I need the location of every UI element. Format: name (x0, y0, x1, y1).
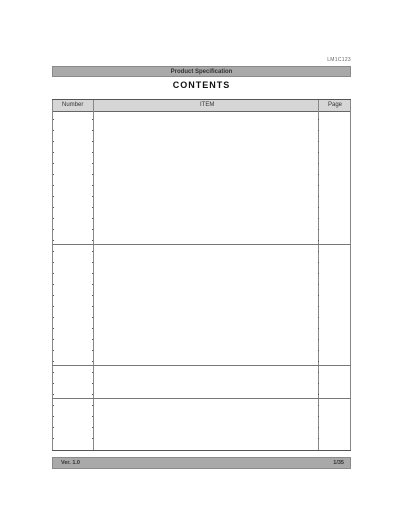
column-header-item: ITEM (200, 102, 215, 108)
row-marker (53, 438, 54, 439)
row-marker (92, 141, 93, 142)
row-marker (53, 295, 54, 296)
toc-header-row (52, 100, 351, 112)
row-marker (53, 141, 54, 142)
table-row (52, 179, 351, 189)
table-row (52, 289, 351, 299)
table-row (52, 410, 351, 420)
table-row (52, 190, 351, 200)
row-marker (92, 229, 93, 230)
row-marker (92, 361, 93, 362)
row-marker (318, 119, 319, 120)
table-row (52, 234, 351, 244)
row-marker (318, 185, 319, 186)
row-marker (92, 405, 93, 406)
row-marker (53, 185, 54, 186)
section-divider (52, 398, 351, 399)
row-marker (318, 306, 319, 307)
toc-table (52, 99, 351, 451)
row-marker (318, 174, 319, 175)
row-marker (53, 383, 54, 384)
table-row (52, 355, 351, 365)
row-marker (53, 218, 54, 219)
row-marker (318, 207, 319, 208)
row-marker (92, 174, 93, 175)
row-marker (318, 284, 319, 285)
row-marker (53, 339, 54, 340)
spec-title: Product Specification (170, 69, 233, 75)
row-marker (318, 262, 319, 263)
table-row (52, 344, 351, 354)
table-row (52, 421, 351, 431)
row-marker (92, 383, 93, 384)
row-marker (92, 130, 93, 131)
row-marker (318, 416, 319, 417)
table-row (52, 256, 351, 266)
row-marker (318, 328, 319, 329)
row-marker (53, 350, 54, 351)
table-row (52, 432, 351, 442)
row-marker (92, 339, 93, 340)
table-row (52, 124, 351, 134)
table-row (52, 135, 351, 145)
row-marker (53, 240, 54, 241)
table-row (52, 311, 351, 321)
row-marker (318, 130, 319, 131)
row-marker (92, 317, 93, 318)
row-marker (92, 438, 93, 439)
table-row (52, 201, 351, 211)
table-row (52, 168, 351, 178)
row-marker (92, 372, 93, 373)
row-marker (318, 273, 319, 274)
row-marker (92, 152, 93, 153)
table-row (52, 223, 351, 233)
row-marker (92, 185, 93, 186)
spec-header-bar (52, 66, 351, 77)
row-marker (53, 130, 54, 131)
row-marker (92, 350, 93, 351)
row-marker (92, 284, 93, 285)
row-marker (53, 119, 54, 120)
table-row (52, 245, 351, 255)
row-marker (318, 361, 319, 362)
row-marker (53, 163, 54, 164)
row-marker (318, 141, 319, 142)
row-marker (53, 416, 54, 417)
table-row (52, 366, 351, 376)
row-marker (53, 372, 54, 373)
row-marker (53, 152, 54, 153)
row-marker (53, 361, 54, 362)
footer-version: Ver. 1.0 (61, 460, 80, 466)
row-marker (318, 383, 319, 384)
row-marker (53, 262, 54, 263)
row-marker (318, 394, 319, 395)
table-row (52, 322, 351, 332)
table-row (52, 388, 351, 398)
row-marker (92, 262, 93, 263)
row-marker (92, 196, 93, 197)
row-marker (92, 218, 93, 219)
column-header-number: Number (62, 102, 84, 108)
table-row (52, 399, 351, 409)
row-marker (53, 273, 54, 274)
row-marker (53, 405, 54, 406)
row-marker (92, 295, 93, 296)
row-marker (53, 196, 54, 197)
row-marker (53, 317, 54, 318)
row-marker (318, 372, 319, 373)
document-number: LM1C123 (327, 57, 351, 63)
footer-bar (52, 457, 351, 469)
row-marker (53, 284, 54, 285)
row-marker (92, 240, 93, 241)
row-marker (318, 427, 319, 428)
row-marker (53, 306, 54, 307)
row-marker (92, 207, 93, 208)
row-marker (92, 119, 93, 120)
table-row (52, 267, 351, 277)
table-row (52, 278, 351, 288)
row-marker (53, 174, 54, 175)
footer-page-number: 1/35 (333, 460, 344, 466)
row-marker (318, 196, 319, 197)
row-marker (318, 295, 319, 296)
row-marker (92, 328, 93, 329)
contents-title: CONTENTS (172, 80, 231, 90)
table-row (52, 212, 351, 222)
row-marker (318, 317, 319, 318)
row-marker (92, 251, 93, 252)
row-marker (53, 207, 54, 208)
row-marker (53, 229, 54, 230)
row-marker (318, 350, 319, 351)
section-divider (52, 244, 351, 245)
table-row (52, 300, 351, 310)
row-marker (318, 218, 319, 219)
row-marker (92, 163, 93, 164)
row-marker (92, 394, 93, 395)
table-row (52, 146, 351, 156)
row-marker (92, 273, 93, 274)
row-marker (53, 394, 54, 395)
table-row (52, 157, 351, 167)
row-marker (318, 405, 319, 406)
row-marker (318, 152, 319, 153)
row-marker (92, 427, 93, 428)
row-marker (318, 240, 319, 241)
row-marker (318, 339, 319, 340)
row-marker (318, 229, 319, 230)
row-marker (92, 416, 93, 417)
column-header-page: Page (328, 102, 343, 108)
section-divider (52, 365, 351, 366)
row-marker (53, 251, 54, 252)
table-row (52, 377, 351, 387)
row-marker (92, 306, 93, 307)
row-marker (318, 251, 319, 252)
row-marker (318, 438, 319, 439)
table-row (52, 113, 351, 123)
row-marker (318, 163, 319, 164)
row-marker (53, 328, 54, 329)
row-marker (53, 427, 54, 428)
table-row (52, 333, 351, 343)
